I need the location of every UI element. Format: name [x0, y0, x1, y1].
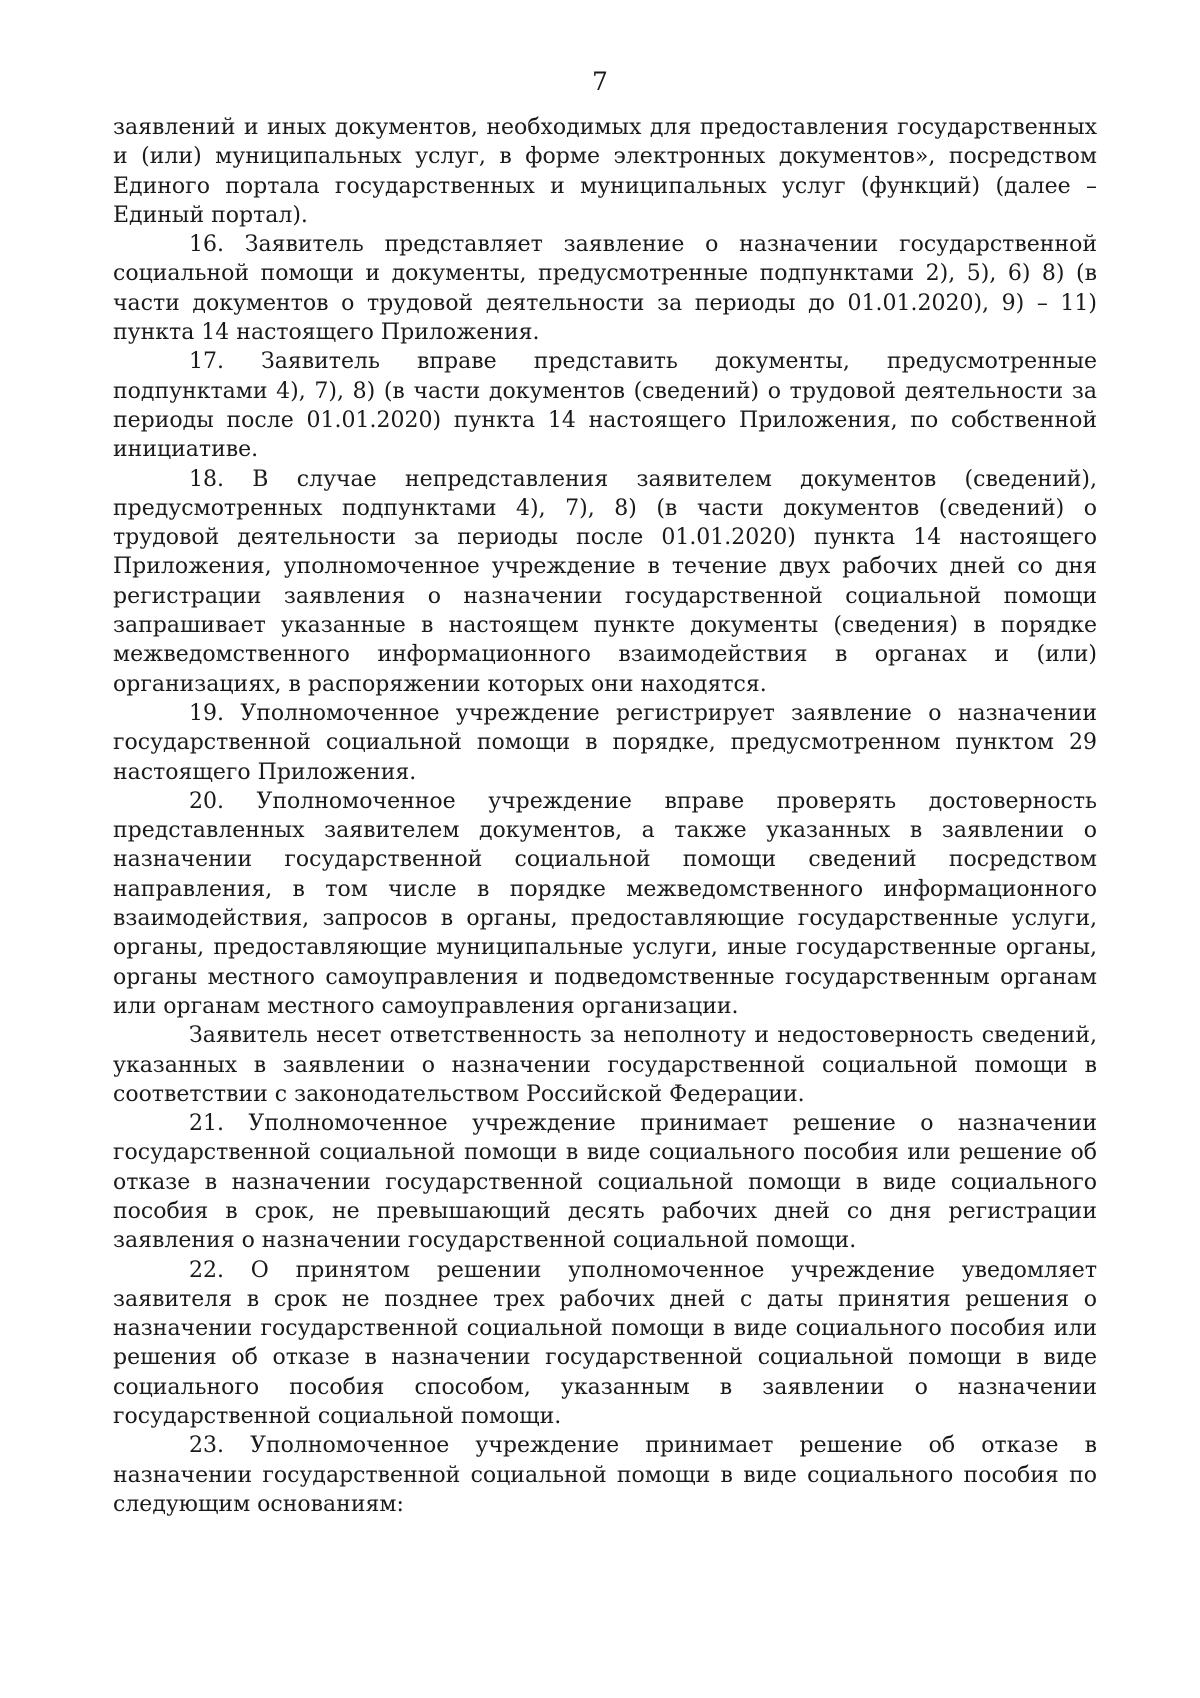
paragraph-20: 20. Уполномоченное учреждение вправе проверять достоверность представленных заявителем документов, а также указанных в заявлении о назначении государственной социальной помощи сведений посредством направления, в том числе в порядке межведомственного информационного взаимодействия, запросов в органы, предоставляющие государственные услуги, органы, предоставляющие муниципальные услуги, иные государственные органы, органы местного самоуправления и подведомственные государственным органам или органам местного самоуправления организации.: [113, 788, 1097, 1019]
paragraph-20-responsibility: Заявитель несет ответственность за неполноту и недостоверность сведений, указанных в заявлении о назначении государственной социальной помощи в соответствии с законодательством Российской Федерации.: [113, 1023, 1097, 1107]
paragraph-18: 18. В случае непредставления заявителем документов (сведений), предусмотренных подпунктами 4), 7), 8) (в части документов (сведений) о трудовой деятельности за периоды после 01.01.2020) пункта 14 настоящего Приложения, уполномоченное учреждение в течение двух рабочих дней со дня регистрации заявления о назначении государственной социальной помощи запрашивает указанные в настоящем пункте документы (сведения) в порядке межведомственного информационного взаимодействия в органах и (или) организациях, в распоряжении которых они находятся.: [113, 466, 1097, 697]
paragraph-17: 17. Заявитель вправе представить документы, предусмотренные подпунктами 4), 7), 8) (в части документов (сведений) о трудовой деятельности за периоды после 01.01.2020) пункта 14 настоящего Приложения, по собственной инициативе.: [113, 349, 1097, 463]
paragraph-continuation: заявлений и иных документов, необходимых для предоставления государственных и (или) муниципальных услуг, в форме электронных документов», посредством Единого портала государственных и муниципальных услуг (функций) (далее – Единый портал).: [113, 115, 1097, 228]
document-body: [113, 113, 1097, 1519]
paragraph-21: 21. Уполномоченное учреждение принимает решение о назначении государственной социальной помощи в виде социального пособия или решение об отказе в назначении государственной социальной помощи в виде социального пособия в срок, не превышающий десять рабочих дней со дня регистрации заявления о назначении государственной социальной помощи.: [113, 1111, 1097, 1254]
paragraph-19: 19. Уполномоченное учреждение регистрирует заявление о назначении государственной социальной помощи в порядке, предусмотренном пунктом 29 настоящего Приложения.: [113, 700, 1097, 785]
paragraph-23: 23. Уполномоченное учреждение принимает решение об отказе в назначении государственной социальной помощи в виде социального пособия по следующим основаниям:: [113, 1433, 1097, 1517]
paragraph-16: 16. Заявитель представляет заявление о назначении государственной социальной помощи и документы, предусмотренные подпунктами 2), 5), 6) 8) (в части документов о трудовой деятельности за периоды до 01.01.2020), 9) – 11) пункта 14 настоящего Приложения.: [113, 232, 1097, 346]
page-number: 7: [592, 67, 608, 96]
paragraph-22: 22. О принятом решении уполномоченное учреждение уведомляет заявителя в срок не позднее трех рабочих дней с даты принятия решения о назначении государственной социальной помощи в виде социального пособия или решения об отказе в назначении государственной социальной помощи в виде социального пособия способом, указанным в заявлении о назначении государственной социальной помощи.: [113, 1257, 1097, 1430]
